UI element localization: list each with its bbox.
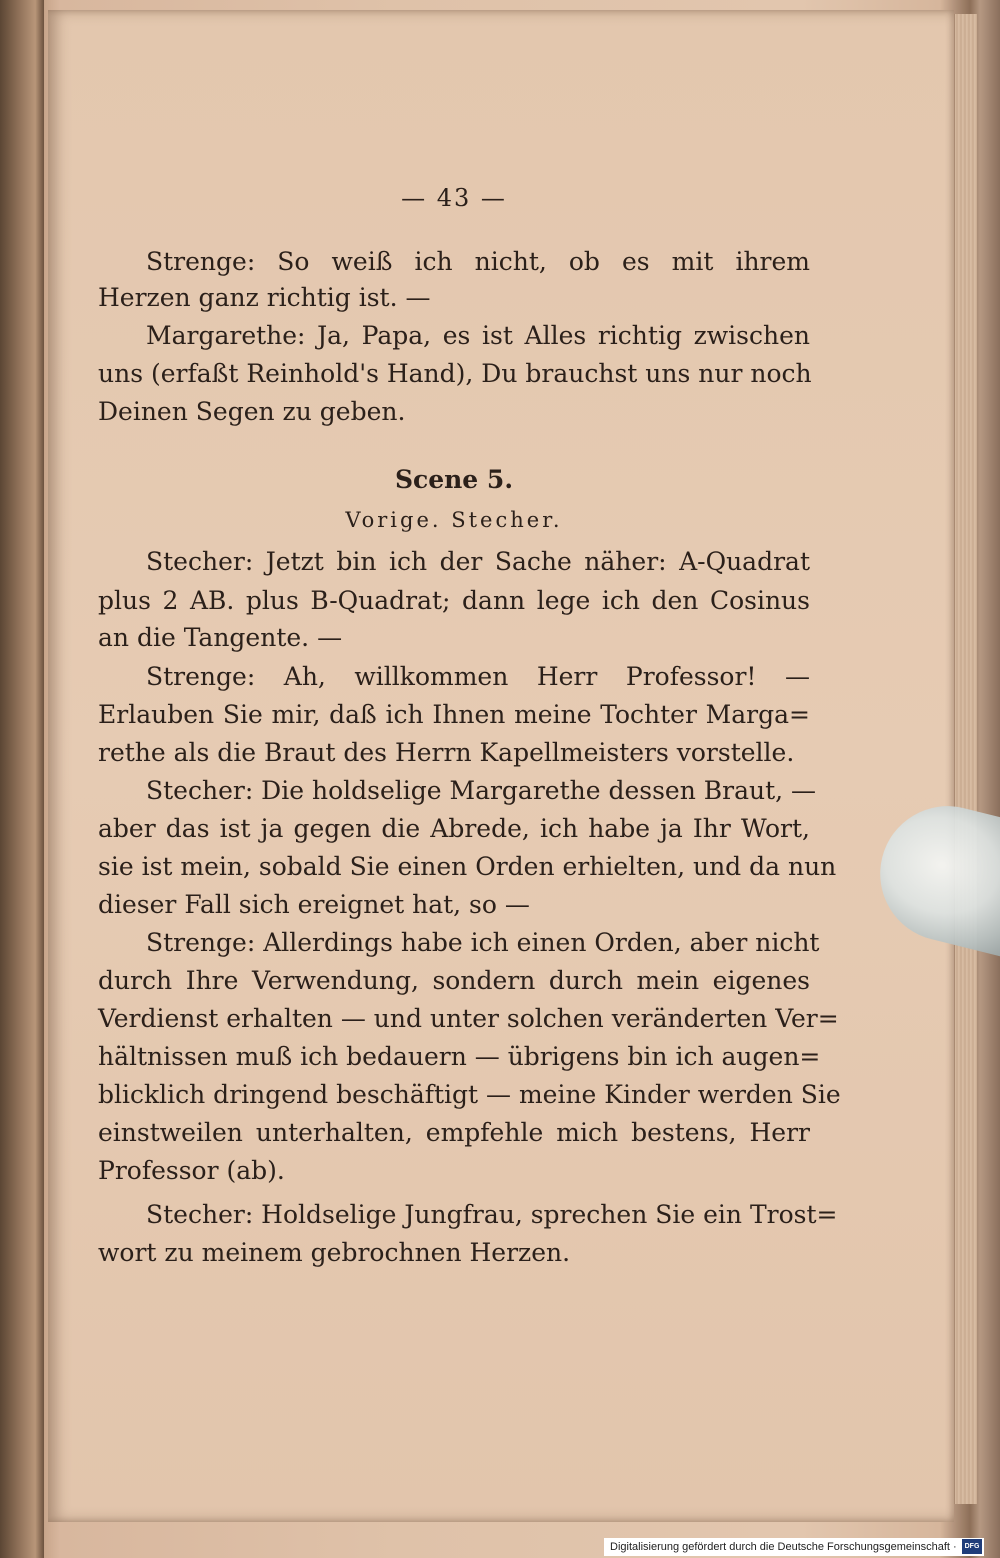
text-line: Strenge: So weiß ich nicht, ob es mit ihrem bbox=[146, 247, 810, 276]
text-line: Deinen Segen zu geben. bbox=[98, 397, 406, 426]
scene-heading: Scene 5. bbox=[394, 465, 514, 494]
text-line: durch Ihre Verwendung, sondern durch mein eigenes bbox=[98, 966, 810, 995]
text-line: Stecher: Holdselige Jungfrau, sprechen Sie ein Trost= bbox=[146, 1200, 838, 1229]
text-line: einstweilen unterhalten, empfehle mich bestens, Herr bbox=[98, 1118, 810, 1147]
text-line: aber das ist ja gegen die Abrede, ich habe ja Ihr Wort, bbox=[98, 814, 810, 843]
text-line: dieser Fall sich ereignet hat, so — bbox=[98, 890, 530, 919]
digitization-footer: Digitalisierung gefördert durch die Deutsche Forschungsgemeinschaft · bbox=[604, 1538, 984, 1556]
text-line: Herzen ganz richtig ist. — bbox=[98, 283, 431, 312]
text-line: plus 2 AB. plus B-Quadrat; dann lege ich den Cosinus bbox=[98, 586, 810, 615]
text-line: hältnissen muß ich bedauern — übrigens bin ich augen= bbox=[98, 1042, 821, 1071]
text-line: sie ist mein, sobald Sie einen Orden erhielten, und da nun bbox=[98, 852, 837, 881]
text-line: Erlauben Sie mir, daß ich Ihnen meine Tochter Marga= bbox=[98, 700, 810, 729]
text-line: wort zu meinem gebrochnen Herzen. bbox=[98, 1238, 571, 1267]
text-line: blicklich dringend beschäftigt — meine Kinder werden Sie bbox=[98, 1080, 841, 1109]
page-stack-edge bbox=[954, 14, 977, 1504]
scene-persons: Vorige. Stecher. bbox=[345, 508, 563, 532]
text-line: Professor (ab). bbox=[98, 1156, 285, 1185]
text-line: Margarethe: Ja, Papa, es ist Alles richtig zwischen bbox=[146, 321, 810, 350]
text-line: Strenge: Ah, willkommen Herr Professor! — bbox=[146, 662, 810, 691]
text-line: uns (erfaßt Reinhold's Hand), Du brauchst uns nur noch bbox=[98, 359, 812, 388]
text-line: an die Tangente. — bbox=[98, 623, 343, 652]
page-number: — 43 — bbox=[401, 184, 507, 212]
text-line: rethe als die Braut des Herrn Kapellmeisters vorstelle. bbox=[98, 738, 795, 767]
text-line: Stecher: Die holdselige Margarethe dessen Braut, — bbox=[146, 776, 817, 805]
dfg-logo: DFG bbox=[962, 1539, 982, 1554]
book-cover-edge bbox=[0, 0, 44, 1558]
text-line: Strenge: Allerdings habe ich einen Orden, aber nicht bbox=[146, 928, 820, 957]
text-line: Stecher: Jetzt bin ich der Sache näher: A-Quadrat bbox=[146, 547, 810, 576]
text-line: Verdienst erhalten — und unter solchen veränderten Ver= bbox=[98, 1004, 839, 1033]
